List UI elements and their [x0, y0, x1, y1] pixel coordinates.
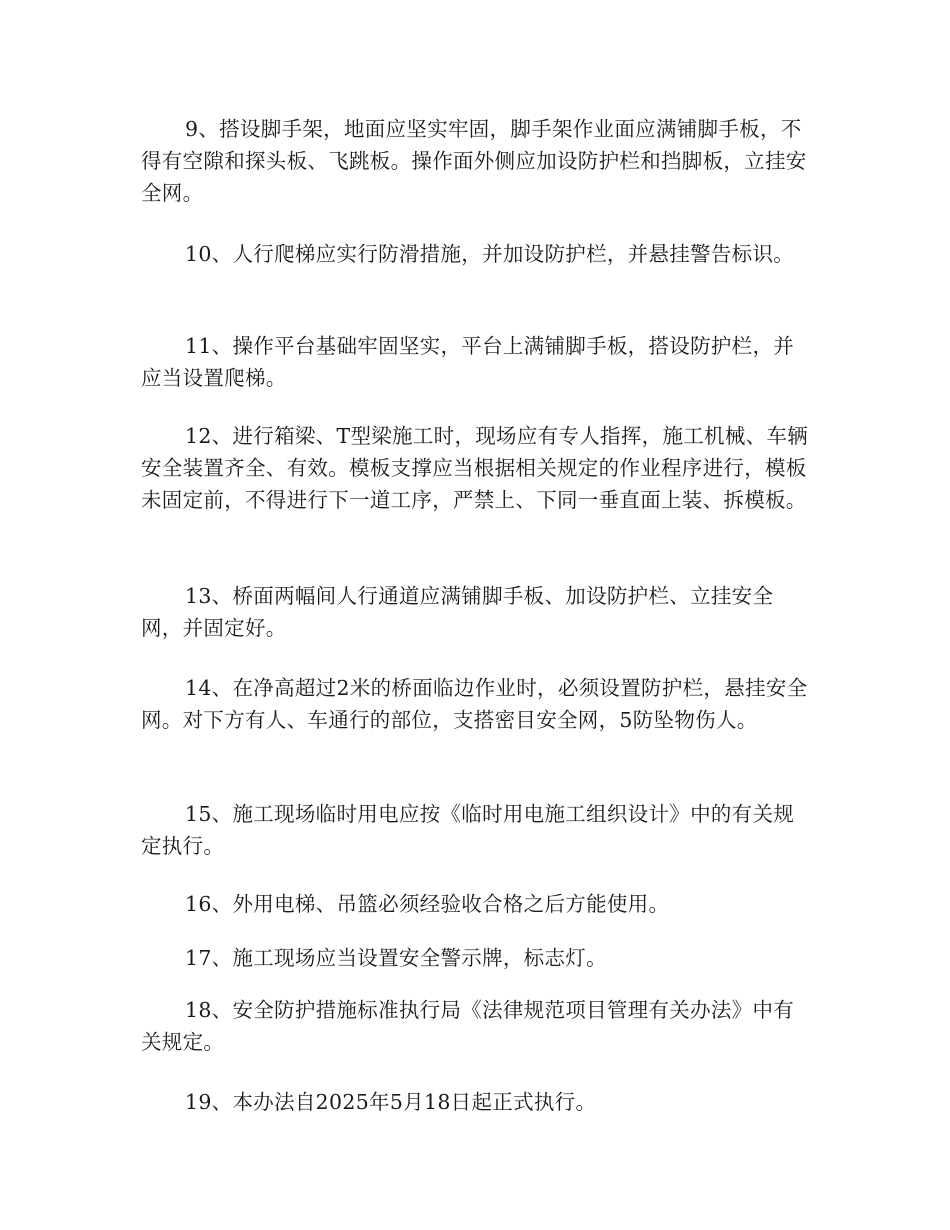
paragraph-item-12: 12、进行箱梁、T型梁施工时，现场应有专人指挥，施工机械、车辆安全装置齐全、有效。模板支撑应当根据相关规定的作业程序进行，模板未固定前，不得进行下一道工序，严禁上、下同一垂直面上装、拆模板。 — [141, 424, 809, 512]
paragraph-item-13: 13、桥面两幅间人行通道应满铺脚手板、加设防护栏、立挂安全网，并固定好。 — [141, 584, 774, 640]
paragraph-item-16: 16、外用电梯、吊篮必须经验收合格之后方能使用。 — [185, 892, 670, 916]
paragraph-item-9: 9、搭设脚手架，地面应坚实牢固，脚手架作业面应满铺脚手板，不得有空隙和探头板、飞跳板。操作面外侧应加设防护栏和挡脚板，立挂安全网。 — [141, 117, 807, 205]
paragraph-item-15: 15、施工现场临时用电应按《临时用电施工组织设计》中的有关规定执行。 — [141, 802, 795, 858]
paragraph-item-17: 17、施工现场应当设置安全警示牌，标志灯。 — [185, 946, 607, 970]
paragraph-item-11: 11、操作平台基础牢固坚实，平台上满铺脚手板，搭设防护栏，并应当设置爬梯。 — [141, 334, 795, 390]
paragraph-item-10: 10、人行爬梯应实行防滑措施，并加设防护栏，并悬挂警告标识。 — [185, 242, 795, 266]
paragraph-item-19: 19、本办法自2025年5月18日起正式执行。 — [185, 1090, 597, 1114]
paragraph-item-14: 14、在净高超过2米的桥面临边作业时，必须设置防护栏，悬挂安全网。对下方有人、车通行的部位，支搭密目安全网，5防坠物伤人。 — [141, 676, 808, 732]
paragraph-item-18: 18、安全防护措施标准执行局《法律规范项目管理有关办法》中有关规定。 — [141, 998, 795, 1054]
